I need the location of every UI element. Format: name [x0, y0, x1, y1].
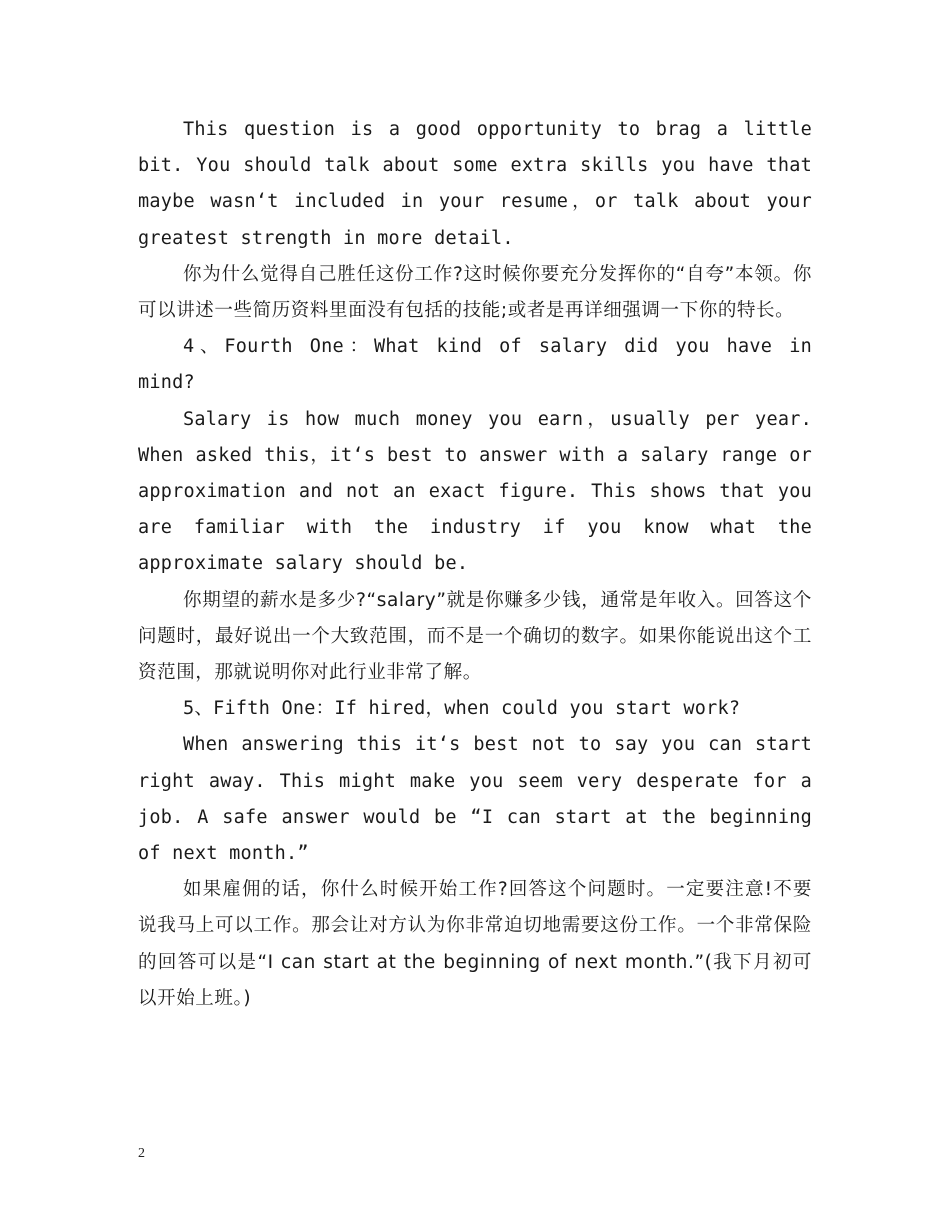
paragraph-strength-answer-en: This question is a good opportunity to brag a little bit. You should talk about some extra skills you have that maybe wasn‘t included in your resume，or talk about your greatest strength in more detail. [138, 119, 812, 249]
question-5-heading: 5、Fifth One：If hired，when could you start work? [183, 698, 741, 720]
paragraph-start-work-answer-en: When answering this it‘s best not to say you can start right away. This might make you seem very desperate for a job. A safe answer would be “I can start at the beginning of next month.” [138, 734, 812, 865]
page-number: 2 [138, 1146, 145, 1161]
paragraph-salary-answer-en: Salary is how much money you earn，usually per year. When asked this，it‘s best to answer with a salary range or approximation and not an exact figure. This shows that you are familiar with the industry if you know what the approximate salary should be. [138, 408, 812, 575]
paragraph-strength-answer-zh: 你为什么觉得自己胜任这份工作?这时候你要充分发挥你的“自夸”本领。你可以讲述一些简历资料里面没有包括的技能;或者是再详细强调一下你的特长。 [138, 263, 812, 322]
paragraph-salary-answer-zh: 你期望的薪水是多少?“salary”就是你赚多少钱，通常是年收入。回答这个问题时，最好说出一个大致范围，而不是一个确切的数字。如果你能说出这个工资范围，那就说明你对此行业非常了解。 [138, 589, 812, 684]
paragraph-start-work-answer-zh: 如果雇佣的话，你什么时候开始工作?回答这个问题时。一定要注意!不要说我马上可以工作。那会让对方认为你非常迫切地需要这份工作。一个非常保险的回答可以是“I can start at the beginning of next month.”(我下月初可以开始上班。) [138, 879, 812, 1009]
document-body [138, 112, 812, 1017]
question-4-heading: 4、Fourth One：What kind of salary did you have in mind? [138, 336, 812, 394]
